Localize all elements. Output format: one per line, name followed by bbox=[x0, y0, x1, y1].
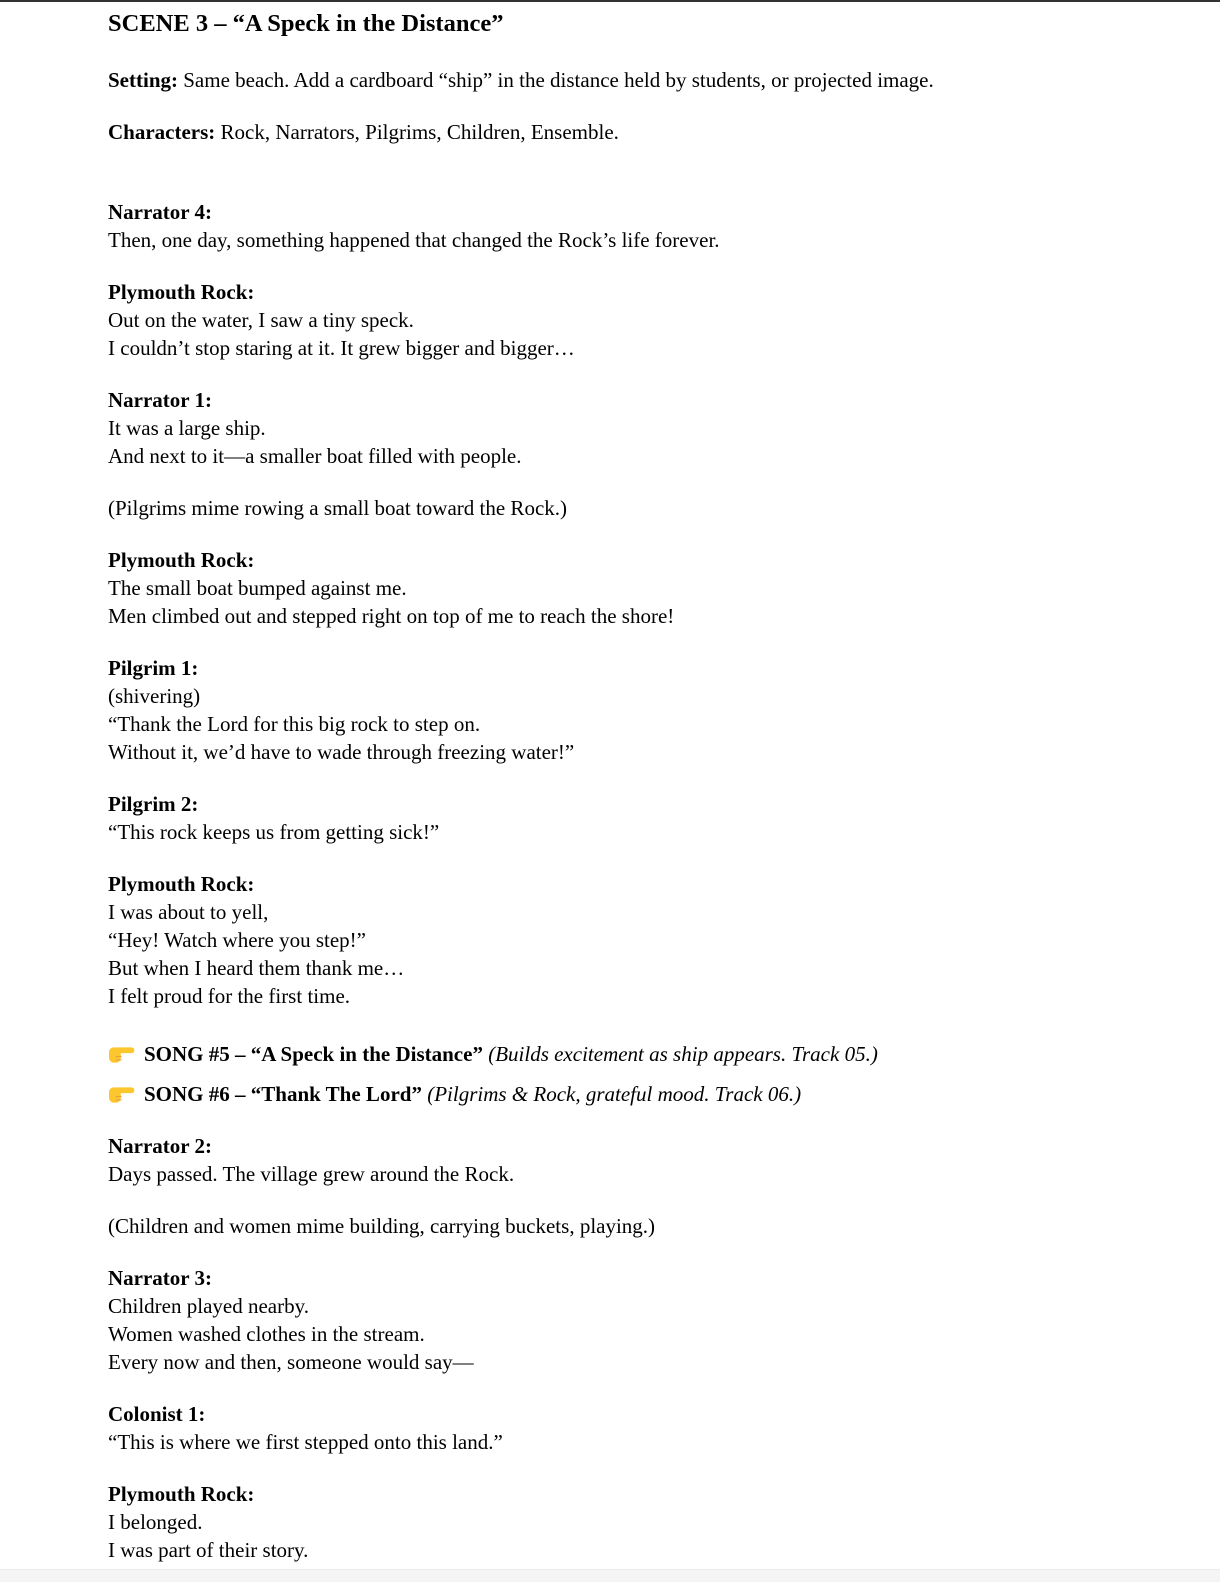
window-top-border bbox=[0, 0, 1220, 2]
speaker-label: Narrator 1: bbox=[108, 388, 212, 412]
song-title: SONG #6 – “Thank The Lord” bbox=[144, 1082, 422, 1106]
setting-text: Same beach. Add a cardboard “ship” in the distance held by students, or projected image. bbox=[183, 68, 934, 92]
song-line bbox=[108, 1040, 1164, 1068]
dialogue-line: I belonged. bbox=[108, 1510, 203, 1534]
dialogue-line: Children played nearby. bbox=[108, 1294, 309, 1318]
scene-title: SCENE 3 – “A Speck in the Distance” bbox=[108, 10, 504, 37]
stage-direction: (Pilgrims mime rowing a small boat toward the Rock.) bbox=[108, 496, 568, 520]
dialogue-line: Women washed clothes in the stream. bbox=[108, 1322, 425, 1346]
pointing-right-icon bbox=[108, 1043, 135, 1064]
dialogue-line: “This rock keeps us from getting sick!” bbox=[108, 820, 440, 844]
dialogue-line: And next to it—a smaller boat filled with people. bbox=[108, 444, 522, 468]
song-title: SONG #5 – “A Speck in the Distance” bbox=[144, 1042, 483, 1066]
page-bottom-strip bbox=[0, 1569, 1220, 1582]
dialogue-block bbox=[108, 1400, 1164, 1456]
stage-direction: (Children and women mime building, carrying buckets, playing.) bbox=[108, 1214, 656, 1238]
song-line bbox=[108, 1080, 1164, 1108]
dialogue-line: Without it, we’d have to wade through freezing water!” bbox=[108, 740, 575, 764]
speaker-label: Narrator 2: bbox=[108, 1134, 212, 1158]
speaker-label: Pilgrim 2: bbox=[108, 792, 199, 816]
speaker-label: Pilgrim 1: bbox=[108, 656, 199, 680]
dialogue-line: Every now and then, someone would say— bbox=[108, 1350, 474, 1374]
dialogue-line: Out on the water, I saw a tiny speck. bbox=[108, 308, 414, 332]
speaker-label: Plymouth Rock: bbox=[108, 548, 255, 572]
dialogue-line: “Hey! Watch where you step!” bbox=[108, 928, 366, 952]
dialogue-block bbox=[108, 198, 1164, 254]
speaker-label: Plymouth Rock: bbox=[108, 280, 255, 304]
dialogue-line: I couldn’t stop staring at it. It grew bigger and bigger… bbox=[108, 336, 575, 360]
characters-text: Rock, Narrators, Pilgrims, Children, Ensemble. bbox=[220, 120, 619, 144]
pointing-right-icon bbox=[108, 1083, 135, 1104]
characters-line bbox=[108, 118, 1164, 146]
dialogue-block bbox=[108, 386, 1164, 470]
dialogue-block bbox=[108, 1132, 1164, 1188]
dialogue-block bbox=[108, 1264, 1164, 1376]
dialogue-block bbox=[108, 546, 1164, 630]
dialogue-line: I felt proud for the first time. bbox=[108, 984, 351, 1008]
dialogue-line: It was a large ship. bbox=[108, 416, 266, 440]
speaker-label: Narrator 4: bbox=[108, 200, 212, 224]
dialogue-line: I was part of their story. bbox=[108, 1538, 309, 1562]
setting-line bbox=[108, 66, 1164, 94]
characters-label: Characters: bbox=[108, 120, 216, 144]
speaker-label: Colonist 1: bbox=[108, 1402, 206, 1426]
dialogue-line: (shivering) bbox=[108, 684, 201, 708]
song-note: (Pilgrims & Rock, grateful mood. Track 06.) bbox=[427, 1082, 802, 1106]
dialogue-line: Men climbed out and stepped right on top of me to reach the shore! bbox=[108, 604, 675, 628]
dialogue-line: “Thank the Lord for this big rock to step on. bbox=[108, 712, 481, 736]
dialogue-line: I was about to yell, bbox=[108, 900, 269, 924]
dialogue-block bbox=[108, 654, 1164, 766]
dialogue-line: “This is where we first stepped onto this land.” bbox=[108, 1430, 503, 1454]
speaker-label: Narrator 3: bbox=[108, 1266, 212, 1290]
setting-label: Setting: bbox=[108, 68, 178, 92]
song-note: (Builds excitement as ship appears. Track 05.) bbox=[488, 1042, 878, 1066]
dialogue-block bbox=[108, 278, 1164, 362]
dialogue-block bbox=[108, 1480, 1164, 1564]
dialogue-line: But when I heard them thank me… bbox=[108, 956, 405, 980]
dialogue-block bbox=[108, 870, 1164, 1010]
dialogue-line: Days passed. The village grew around the Rock. bbox=[108, 1162, 515, 1186]
speaker-label: Plymouth Rock: bbox=[108, 1482, 255, 1506]
dialogue-block bbox=[108, 790, 1164, 846]
speaker-label: Plymouth Rock: bbox=[108, 872, 255, 896]
dialogue-line: Then, one day, something happened that changed the Rock’s life forever. bbox=[108, 228, 720, 252]
dialogue-line: The small boat bumped against me. bbox=[108, 576, 407, 600]
